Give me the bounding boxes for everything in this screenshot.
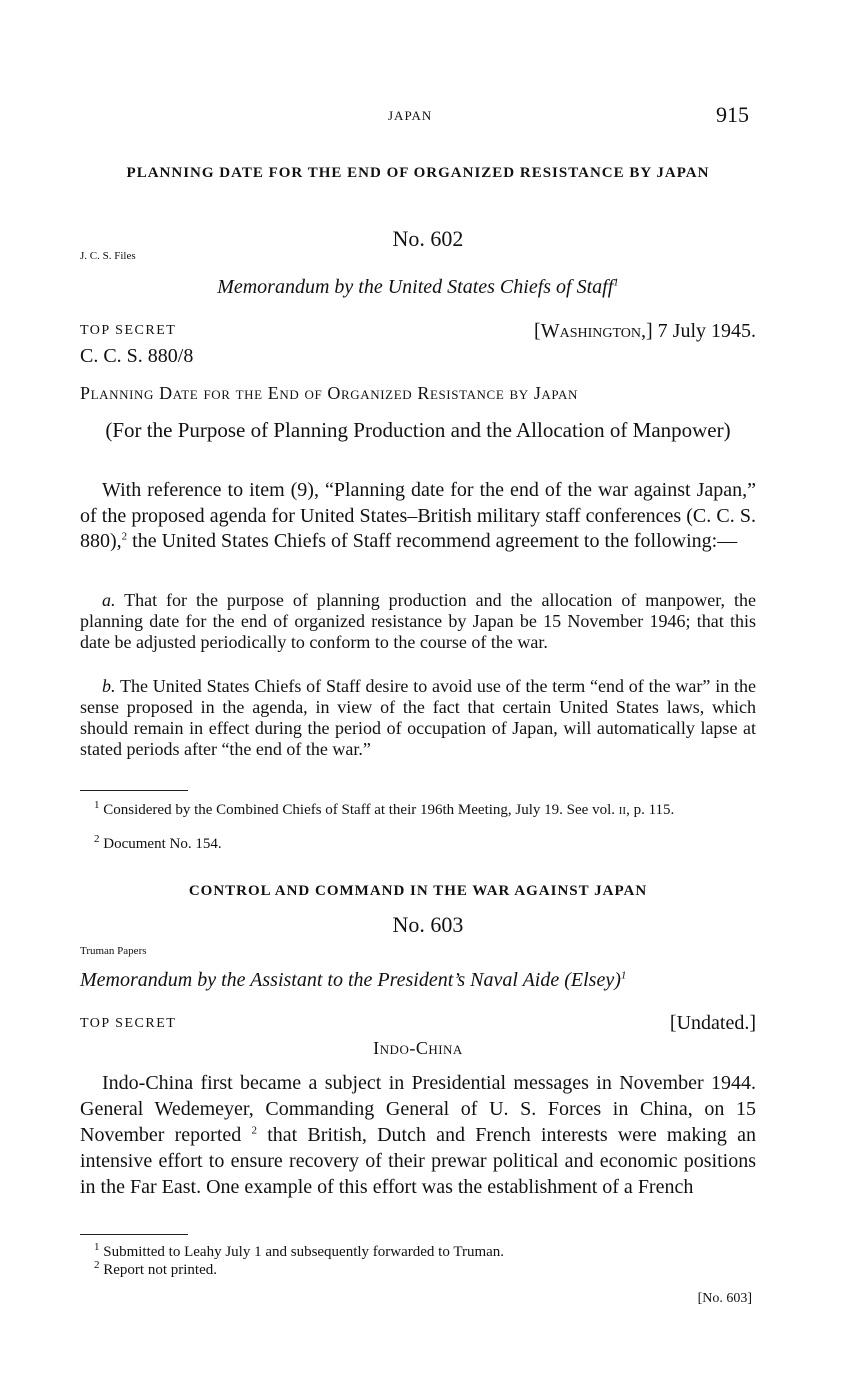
footnote-ref: 1 [620, 969, 627, 982]
item-a-text: That for the purpose of planning production and the allocation of manpower, the planning date for the end of organized resistance by Japan be 15 November 1946; that this date be adjusted periodically to conform to the course of the war. [80, 590, 756, 652]
purpose-602: (For the Purpose of Planning Production and the Allocation of Manpower) [105, 418, 731, 442]
memo-title-text: Memorandum by the United States Chiefs of Staff [217, 276, 614, 298]
footnote-vol: ii [618, 802, 627, 818]
reference-602: C. C. S. 880/8 [80, 345, 194, 367]
running-head: JAPAN [388, 108, 433, 123]
memo-title-602 [80, 276, 756, 299]
item-a [80, 590, 756, 653]
memo-title-603 [80, 969, 756, 992]
classification-603: TOP SECRET [80, 1016, 177, 1031]
section-title-603: CONTROL AND COMMAND IN THE WAR AGAINST JAPAN [188, 883, 648, 899]
place-date-602 [534, 320, 756, 343]
item-b-text: The United States Chiefs of Staff desire to avoid use of the term “end of the war” in the sense proposed in the agenda, in view of the fact that certain United States laws, which should remain in effect during the period of occupation of Japan, will automatically lapse at stated periods after “the end of the war.” [80, 676, 756, 759]
doc-number-603: No. 603 [392, 912, 464, 937]
paragraph-602 [80, 478, 756, 555]
classification-602: TOP SECRET [80, 323, 177, 338]
paragraph-603 [80, 1070, 756, 1200]
footnote-text: Considered by the Combined Chiefs of Staff at their 196th Meeting, July 19. See vol. [99, 802, 619, 818]
footnote-2-603 [80, 1259, 756, 1279]
date-603: [Undated.] [669, 1012, 756, 1034]
footnote-1-602 [80, 799, 756, 819]
footnote-mark: 2 [94, 1259, 100, 1271]
place-date-post: ,] 7 July 1945. [641, 320, 756, 342]
footnote-mark: 2 [94, 833, 100, 845]
page-number: 915 [716, 102, 749, 127]
footnote-text: Report not printed. [99, 1262, 217, 1278]
footnote-text: Submitted to Leahy July 1 and subsequently forwarded to Truman. [99, 1244, 505, 1260]
footnote-1-603 [80, 1241, 756, 1261]
place: Washington [540, 320, 641, 342]
para-text-b: that British, Dutch and French interests were making an intensive effort to ensure recovery of their prewar political and economic positions in the Far East. One example of this effort was the establishment of a French [80, 1124, 757, 1198]
footnote-ref: 2 [121, 530, 128, 543]
footnote-text: Document No. 154. [99, 836, 222, 852]
para-text-a: Indo-China first became a subject in Presidential messages in November 1944. General Wedemeyer, Commanding General of U. S. Forces in China, on 15 November reported [80, 1072, 756, 1146]
footnote-divider [80, 790, 188, 791]
footnote-mark: 1 [94, 1241, 100, 1253]
para-text-a: With reference to item (9), “Planning date for the end of the war against Japan,” of the proposed agenda for United States–British military staff conferences (C. C. S. 880), [80, 479, 756, 552]
item-a-label: a. [102, 590, 116, 610]
subject-602: Planning Date for the End of Organized Resistance by Japan [80, 383, 579, 403]
footnote-divider [80, 1234, 188, 1235]
place-date-pre: [ [534, 320, 541, 342]
memo-title-text: Memorandum by the Assistant to the President’s Naval Aide ( [80, 969, 571, 991]
item-b-label: b. [102, 676, 116, 696]
subject-603: Indo-China [373, 1038, 463, 1058]
source-603: Truman Papers [80, 945, 147, 957]
source-602: J. C. S. Files [80, 250, 136, 262]
doc-number-602: No. 602 [392, 226, 464, 251]
footnote-ref: 2 [251, 1124, 257, 1137]
para-text-b: the United States Chiefs of Staff recommend agreement to the following:— [127, 530, 738, 552]
footnote-ref: 1 [613, 276, 619, 289]
memo-name: Elsey [570, 969, 615, 991]
memo-close: ) [614, 969, 621, 991]
catchword: [No. 603] [697, 1291, 752, 1306]
footnote-text-2: , p. 115. [626, 802, 675, 818]
footnote-2-602 [80, 833, 756, 853]
item-b [80, 676, 756, 760]
section-title-602: PLANNING DATE FOR THE END OF ORGANIZED RESISTANCE BY JAPAN [126, 165, 710, 181]
footnote-mark: 1 [94, 799, 100, 811]
